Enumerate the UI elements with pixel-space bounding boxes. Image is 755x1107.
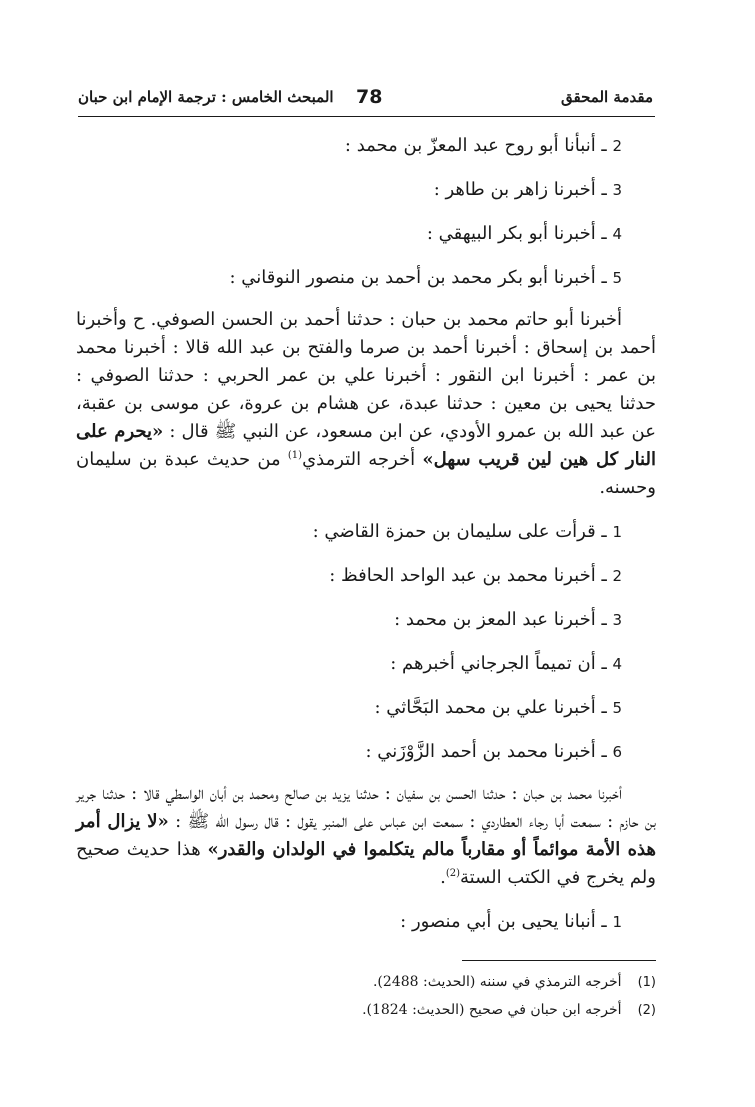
footnote-divider xyxy=(462,960,656,961)
footnote-item: (2) أخرجه ابن حبان في صحيح (الحديث: 1824). xyxy=(362,1002,656,1018)
isnad-line: 2 ـ أنبأنا أبو روح عبد المعزّ بن محمد : xyxy=(344,135,622,156)
header-divider xyxy=(78,116,655,117)
hadith-paragraph-1: أخبرنا أبو حاتم محمد بن حبان : حدثنا أحمد بن الحسن الصوفي. ح وأخبرنا أحمد بن إسحاق : أخبرنا أحمد بن صرما والفتح بن عبد الله قالا : أخبرنا محمد بن عمر : أخبرنا ابن النقور : أخبرنا علي بن عمر الحربي : حدثنا الصوفي : حدثنا يحيى بن معين : حدثنا عبدة، عن هشام بن عروة، عن موسى بن عقبة، عن عبد الله بن عمرو الأودي، عن ابن مسعود، عن النبي ﷺ قال : «يحرم على النار كل هين لين قريب سهل» أخرجه الترمذي$^{(1)}$ من حديث عبدة بن سليمان وحسنه. xyxy=(76,309,656,498)
hadith-text-bold: «لا يزال أمر هذه الأمة موائماً أو مقارباً مالم يتكلموا في الولدان والقدر» xyxy=(76,811,656,860)
isnad-chain-b xyxy=(76,510,656,774)
isnad-chain-a xyxy=(76,124,656,300)
isnad-line: 1 ـ قرأت على سليمان بن حمزة القاضي : xyxy=(312,521,622,542)
footnote-item: (1) أخرجه الترمذي في سننه (الحديث: 2488). xyxy=(372,974,656,990)
header-chapter-title: المبحث الخامس : ترجمة الإمام ابن حبان xyxy=(78,88,334,106)
page-body xyxy=(76,124,656,944)
isnad-line: 5 ـ أخبرنا أبو بكر محمد بن أحمد بن منصور النوقاني : xyxy=(229,267,622,288)
isnad-line: 4 ـ أخبرنا أبو بكر البيهقي : xyxy=(426,223,622,244)
isnad-chain-c xyxy=(76,900,656,944)
isnad-line: 3 ـ أخبرنا زاهر بن طاهر : xyxy=(433,179,622,200)
running-header xyxy=(78,86,653,112)
header-section-title: مقدمة المحقق xyxy=(561,88,653,106)
footnote-ref-1: (1) xyxy=(287,450,303,461)
isnad-line: 4 ـ أن تميماً الجرجاني أخبرهم : xyxy=(390,653,622,674)
page-number: 78 xyxy=(356,86,383,108)
isnad-line: 2 ـ أخبرنا محمد بن عبد الواحد الحافظ : xyxy=(329,565,622,586)
footnote-ref-2: (2) xyxy=(445,868,460,879)
isnad-line: 1 ـ أنبانا يحيى بن أبي منصور : xyxy=(400,911,622,932)
hadith-text-bold: «يحرم على النار كل هين لين قريب سهل» xyxy=(76,421,656,470)
isnad-line: 6 ـ أخبرنا محمد بن أحمد الزَّوْزَني : xyxy=(365,741,622,762)
footnotes xyxy=(200,968,656,1024)
isnad-line: 3 ـ أخبرنا عبد المعز بن محمد : xyxy=(394,609,622,630)
isnad-line: 5 ـ أخبرنا علي بن محمد البَحَّاثي : xyxy=(374,697,622,718)
hadith-paragraph-2: أخبرنا محمد بن حبان : حدثنا الحسن بن سفيان : حدثنا يزيد بن صالح ومحمد بن أبان الواسطي قالا : حدثنا جرير بن حازم : سمعت أبا رجاء العطاردي : سمعت ابن عباس على المنبر يقول : قال رسول الله ﷺ : «لا يزال أمر هذه الأمة موائماً أو مقارباً مالم يتكلموا في الولدان والقدر» هذا حديث صحيح ولم يخرج في الكتب الستة$^{(2)}$. xyxy=(76,783,656,888)
